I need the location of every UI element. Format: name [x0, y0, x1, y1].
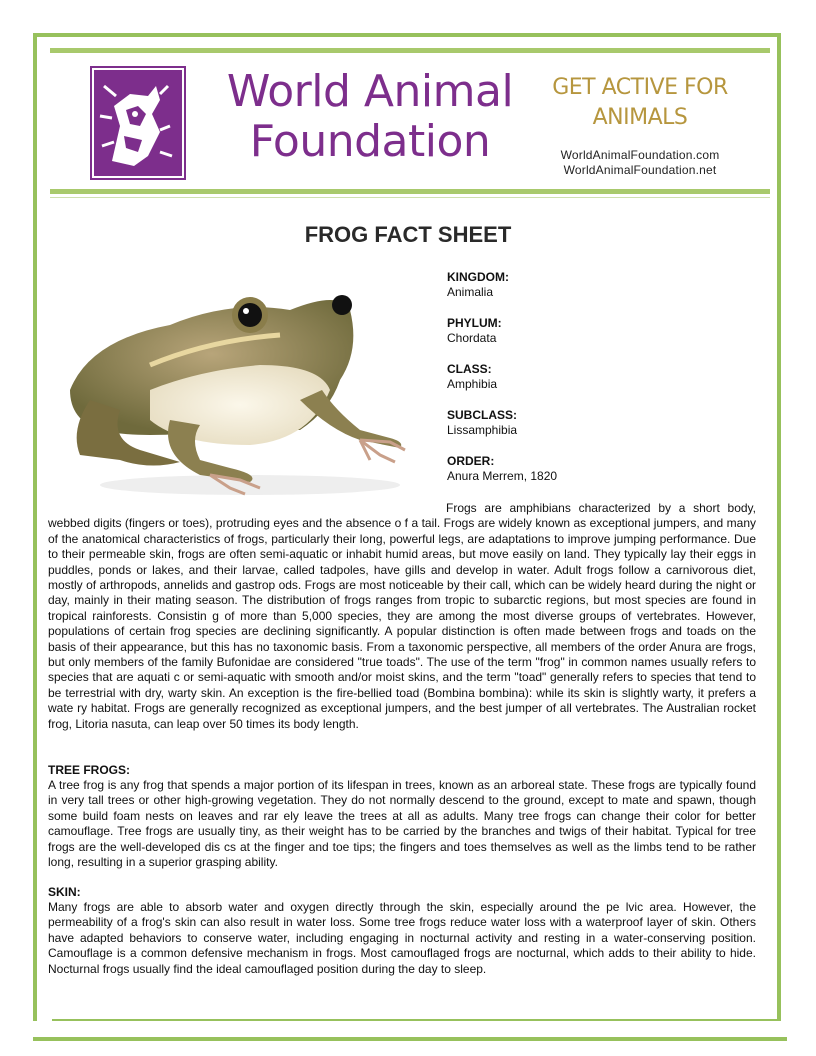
- url-net: WorldAnimalFoundation.net: [563, 163, 717, 177]
- order-value: Anura Merrem, 1820: [447, 469, 558, 483]
- header-top-rule: [50, 48, 770, 53]
- intro-paragraph: Frogs are amphibians characterized by a short body, webbed digits (fingers or toes), protruding eyes and the absence o f a tail. Frogs are widely known as exceptional jumpers, and many of the anatomical characteristics of frogs, particularly their long, powerful legs, are adaptations to improve jumping performance. Due to their permeable skin, frogs are often semi-aquatic or inhabit humid areas, but move easily on land. They typically lay their eggs in puddles, ponds or lakes, and their larvae, called tadpoles, have gills and develop in water. Adult frogs follow a carnivorous diet, mostly of arthropods, annelids and gastrop ods. Frogs are most noticeable by their call, which can be widely heard during the night or day, mainly in their mating season. The distribution of frogs ranges from tropic to subarctic regions, but most species are found in tropical rainforests. Consistin g of more than 5,000 species, they are among the most diverse groups of vertebrates. However, populations of certain frog species are declining significantly. A popular distinction is often made between frogs and toads on the basis of their appearance, but this has no taxonomic basis. From a taxonomic perspective, all members of the order Anura are frogs, but only members of the family Bufonidae are considered "true toads". The use of the term "frog" in common names usually refers to species that are aquati c or semi-aquatic with smooth and/or moist skins, and the term "toad" generally refers to species that tend to be terrestrial with dry, warty skin. An exception is the fire-bellied toad (Bombina bombina): while its skin is slightly warty, it prefers a wate ry habitat. Frogs are generally recognized as exceptional jumpers, and the best jumper of all vertebrates. The Australian rocket frog, Litoria nasuta, can leap over 50 times its body length.: [48, 501, 756, 731]
- slogan-line-1: GET ACTIVE FOR: [552, 75, 728, 100]
- website-urls: [530, 148, 750, 178]
- header-bottom-rule: [50, 189, 770, 194]
- kingdom-block: [447, 270, 767, 300]
- foundation-logo-icon: [90, 66, 186, 180]
- slogan: [530, 73, 750, 133]
- taxonomy-list: [447, 270, 767, 500]
- skin-heading: SKIN:: [48, 885, 81, 899]
- subclass-value: Lissamphibia: [447, 423, 518, 437]
- subclass-label: SUBCLASS:: [447, 408, 518, 422]
- tree-frogs-heading: TREE FROGS:: [48, 763, 131, 777]
- page-title: FROG FACT SHEET: [304, 222, 512, 247]
- slogan-line-2: ANIMALS: [592, 105, 688, 130]
- inner-bottom-rule: [52, 1019, 780, 1021]
- class-block: [447, 362, 767, 392]
- class-label: CLASS:: [447, 362, 492, 376]
- header-bottom-thin-rule: [50, 197, 770, 198]
- phylum-label: PHYLUM:: [447, 316, 502, 330]
- phylum-block: [447, 316, 767, 346]
- kingdom-label: KINGDOM:: [447, 270, 509, 284]
- order-block: [447, 454, 767, 484]
- kingdom-value: Animalia: [447, 285, 494, 299]
- skin-paragraph: Many frogs are able to absorb water and oxygen directly through the skin, especially around the pe lvic area. However, the permeability of a frog's skin can also result in water loss. Some tree frogs reduce water loss with a waterproof layer of skin. Others have adapted behaviors to conserve water, including engaging in nocturnal activity and resting in a water-conserving position. Camouflage is a common defensive mechanism in frogs. Most camouflaged frogs are nocturnal, which adds to their ability to hide. Nocturnal frogs usually find the ideal camouflaged position during the day to sleep.: [48, 900, 756, 976]
- brand-line-2: Foundation: [249, 116, 491, 167]
- order-label: ORDER:: [447, 454, 495, 468]
- phylum-value: Chordata: [447, 331, 497, 345]
- url-com: WorldAnimalFoundation.com: [560, 148, 720, 162]
- class-value: Amphibia: [447, 377, 498, 391]
- subclass-block: [447, 408, 767, 438]
- brand-name: [210, 67, 530, 167]
- brand-line-1: World Animal: [226, 66, 514, 117]
- tree-frogs-paragraph: A tree frog is any frog that spends a major portion of its lifespan in trees, known as an arboreal state. These frogs are typically found in very tall trees or other high-growing vegetation. They do not normally descend to the ground, except to mate and spawn, though some build foam nests on leaves and rar ely leave the trees at all as adults. Many tree frogs can change their color for better camouflage. Tree frogs are usually tiny, as their weight has to be carried by the branches and twigs of their habitat. Typical for tree frogs are the well-developed dis cs at the finger and toe tips; the fingers and toes themselves as well as the limbs tend to be rather long, resulting in a superior grasping ability.: [48, 778, 756, 870]
- frog-photo: [60, 270, 430, 500]
- bottom-rule: [33, 1037, 787, 1041]
